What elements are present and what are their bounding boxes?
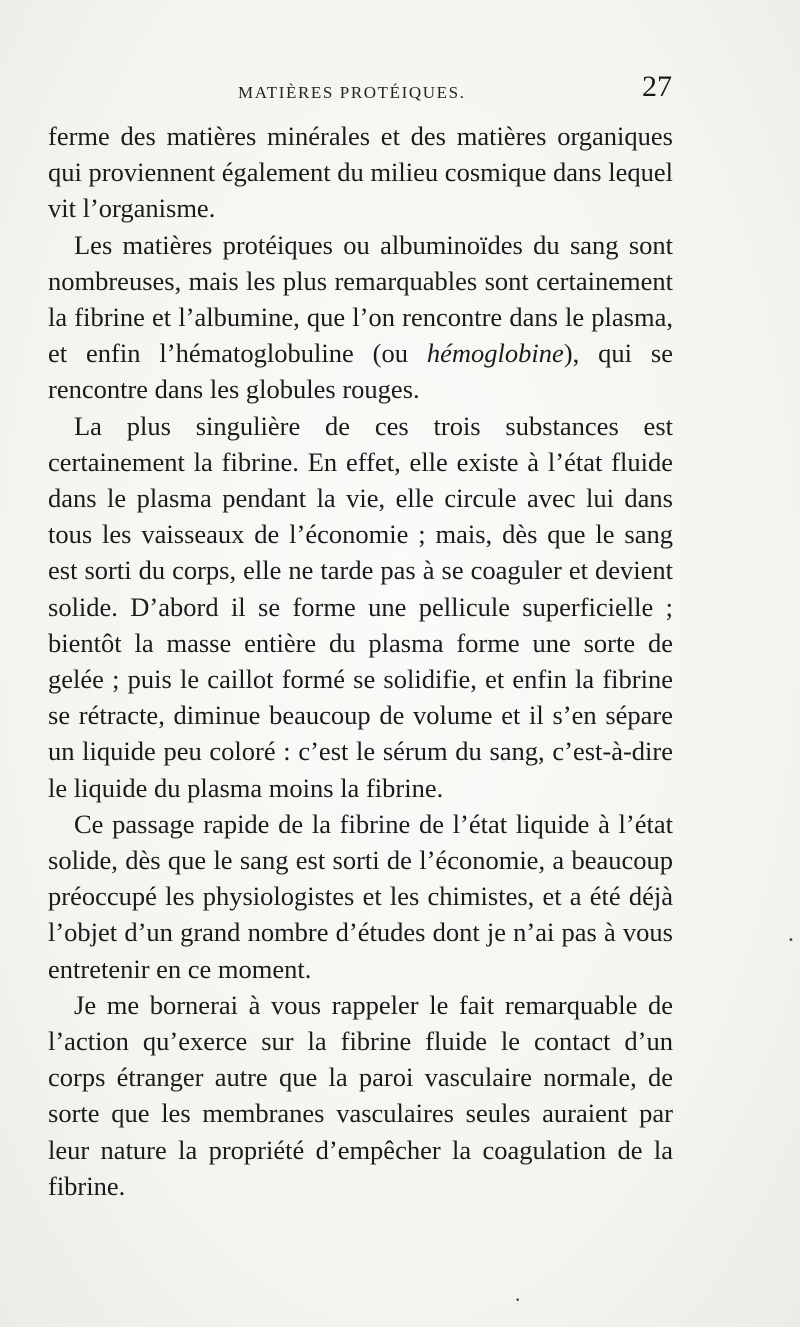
ink-speck: • xyxy=(788,935,794,946)
paragraph-text: Ce passage rapide de la fibrine de l’état liquide à l’état solide, dès que le sang est sorti de l’économie, a beaucoup préoccupé les physiologistes et les chimistes, et a été déjà l’objet d’un grand nombre d’études dont je n’ai pas à vous entretenir en ce moment. xyxy=(48,808,673,984)
paragraph-text: La plus singulière de ces trois substances est certainement la fibrine. En effet, elle existe à l’état fluide dans le plasma pendant la vie, elle circule avec lui dans tous les vaisseaux de l’économie ; mais, dès que le sang est sorti du corps, elle ne tarde pas à se coaguler et devient solide. D’abord il se forme une pellicule superficielle ; bientôt la masse entière du plasma forme une sorte de gelée ; puis le caillot formé se solidifie, et enfin la fibrine se rétracte, diminue beaucoup de volume et il s’en sépare un liquide peu coloré : c’est le sérum du sang, c’est-à-dire le liquide du plasma moins la fibrine. xyxy=(48,410,673,803)
page-number: 27 xyxy=(642,70,672,103)
paragraph-text-part: ), qui se rencontre dans les globules rouges. xyxy=(48,338,673,405)
italic-term: hémoglobine xyxy=(426,338,564,369)
paragraph-fibrine xyxy=(48,408,673,806)
paragraph-text: ferme des matières minérales et des matières organiques qui proviennent également du milieu cosmique dans lequel vit l’organisme. xyxy=(48,121,673,224)
paragraph-text: Je me bornerai à vous rappeler le fait remarquable de l’action qu’exerce sur la fibrine fluide le contact d’un corps étranger autre que la paroi vasculaire normale, de sorte que les membranes vasculaires seules auraient par leur nature la propriété d’empêcher la coagulation de la fibrine. xyxy=(48,989,673,1201)
running-title: MATIÈRES PROTÉIQUES. xyxy=(238,83,466,102)
body-text xyxy=(48,118,673,1204)
paragraph-proteic-matters xyxy=(48,227,673,408)
paragraph-remarkable-fact xyxy=(48,987,673,1204)
paragraph-rapid-passage xyxy=(48,806,673,987)
paragraph-continuation xyxy=(48,118,673,227)
ink-speck: • xyxy=(515,1296,521,1306)
paragraph-text-part: Les matières protéiques ou albuminoïdes du sang sont nombreuses, mais les plus remarquables sont certainement la fibrine et l’albumine, que l’on rencontre dans le plasma, et enfin l’hématoglobuline (ou xyxy=(48,229,673,369)
running-header xyxy=(48,66,672,106)
